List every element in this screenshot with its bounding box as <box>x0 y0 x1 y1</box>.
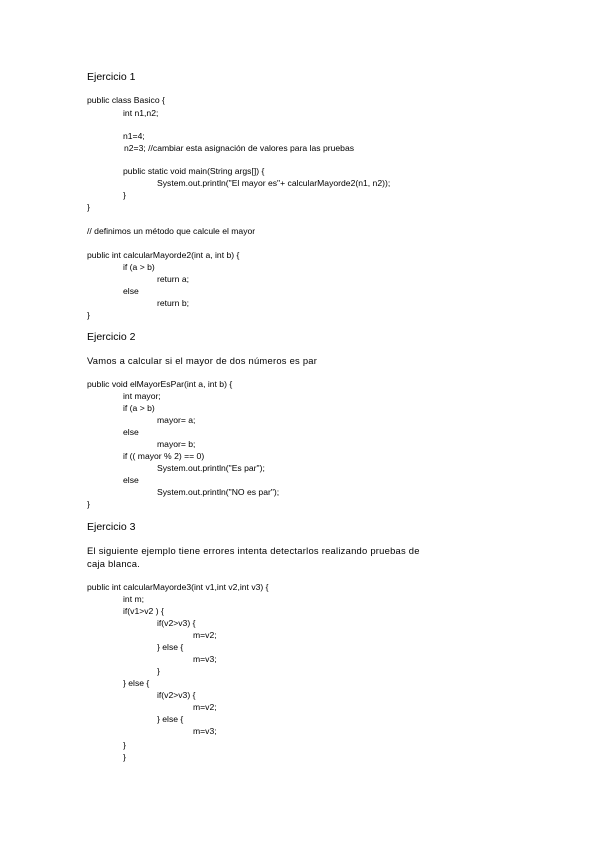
code-line: } else { <box>123 678 150 688</box>
code-line: mayor= b; <box>157 439 196 449</box>
code-line: if (a > b) <box>123 262 155 272</box>
code-line: } <box>123 190 126 200</box>
code-line: System.out.println("El mayor es"+ calcularMayorde2(n1, n2)); <box>157 178 391 188</box>
code-line: else <box>123 427 139 437</box>
section-3-heading: Ejercicio 3 <box>87 521 136 533</box>
section-2-intro: Vamos a calcular si el mayor de dos números es par <box>87 355 318 366</box>
code-line: } <box>87 202 90 212</box>
code-line: } <box>87 499 90 509</box>
code-line: m=v3; <box>193 726 217 736</box>
code-line: m=v3; <box>193 654 217 664</box>
section-3-intro-line-1: El siguiente ejemplo tiene errores intenta detectarlos realizando pruebas de <box>87 545 420 556</box>
code-line: } else { <box>157 714 184 724</box>
section-1-heading: Ejercicio 1 <box>87 71 136 83</box>
code-line: mayor= a; <box>157 415 196 425</box>
section-2-heading: Ejercicio 2 <box>87 331 136 343</box>
code-line: } <box>123 740 126 750</box>
code-line: } else { <box>157 642 184 652</box>
code-line: else <box>123 475 139 485</box>
code-line: } <box>157 666 160 676</box>
code-line: if (a > b) <box>123 403 155 413</box>
code-line: int m; <box>123 594 145 604</box>
code-line: int mayor; <box>123 391 161 401</box>
code-line: if(v2>v3) { <box>157 690 196 700</box>
code-line: if (( mayor % 2) == 0) <box>123 451 205 461</box>
code-line: public static void main(String args[]) { <box>123 166 265 176</box>
code-line: } <box>87 310 90 320</box>
code-line: System.out.println("NO es par"); <box>157 487 280 497</box>
code-comment: // definimos un método que calcule el mayor <box>87 226 256 236</box>
code-line: System.out.println("Es par"); <box>157 463 265 473</box>
code-line: else <box>123 286 139 296</box>
code-line: } <box>123 752 126 762</box>
code-line: return b; <box>157 298 190 308</box>
code-line: public int calcularMayorde2(int a, int b) { <box>87 250 240 260</box>
section-3-intro-line-2: caja blanca. <box>87 558 141 569</box>
code-line: n2=3; //cambiar esta asignación de valores para las pruebas <box>124 143 355 153</box>
code-line: public class Basico { <box>87 95 165 105</box>
code-line: m=v2; <box>193 702 217 712</box>
code-line: public void elMayorEsPar(int a, int b) { <box>87 379 233 389</box>
code-line: if(v2>v3) { <box>157 618 196 628</box>
code-line: if(v1>v2 ) { <box>123 606 164 616</box>
code-line: return a; <box>157 274 190 284</box>
code-line: n1=4; <box>123 131 145 141</box>
code-line: int n1,n2; <box>123 108 159 118</box>
code-line: m=v2; <box>193 630 217 640</box>
code-line: public int calcularMayorde3(int v1,int v2,int v3) { <box>87 582 269 592</box>
